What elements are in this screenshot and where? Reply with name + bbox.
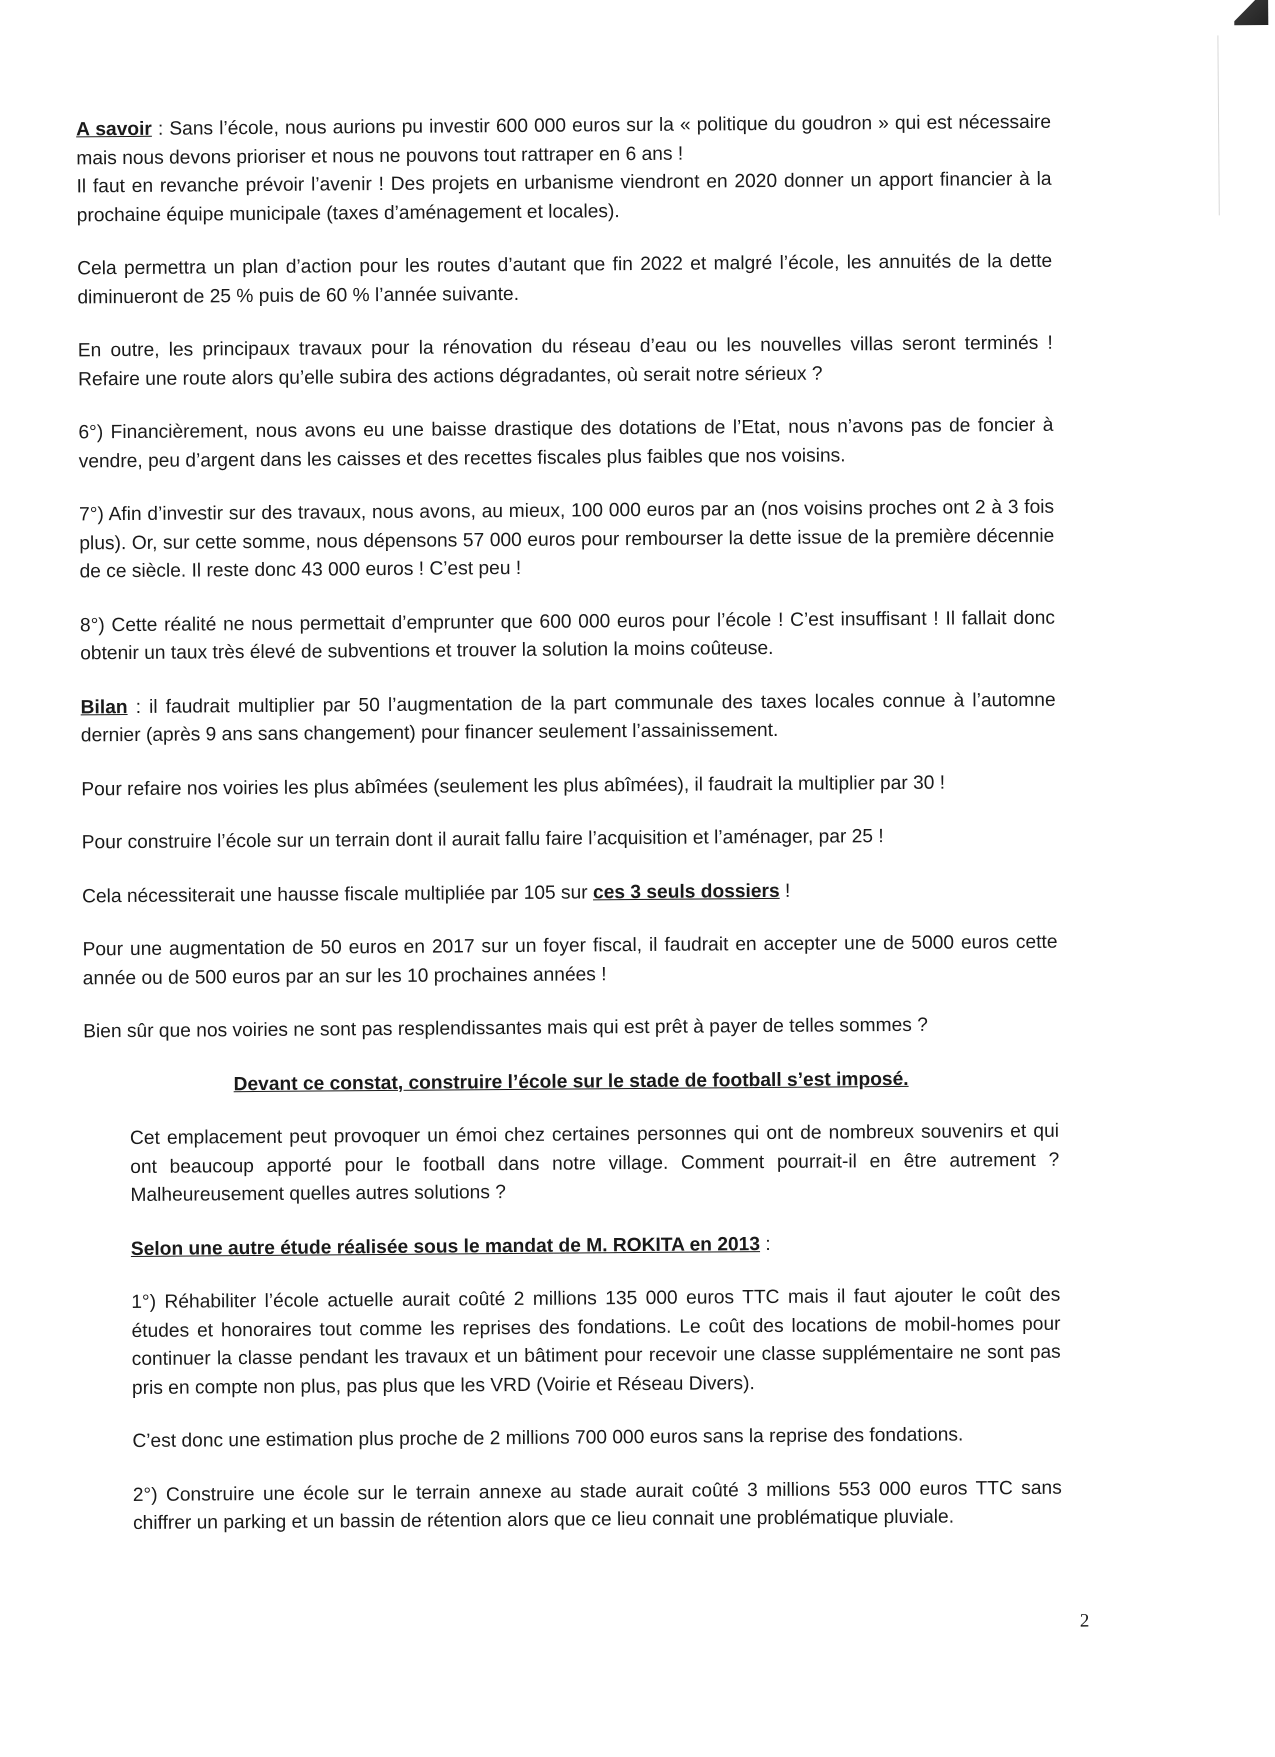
- paragraph-text: Cela nécessiterait une hausse fiscale multipliée par 105 sur: [82, 881, 594, 907]
- document-body: [76, 109, 1062, 1564]
- paragraph-text: : Sans l’école, nous aurions pu investir 600 000 euros sur la « politique du goudron » qui est nécessaire mais nous devons prioriser et nous ne pouvons tout rattraper en 6 ans !: [76, 111, 1052, 169]
- paragraph-text: Pour construire l’école sur un terrain dont il aurait fallu faire l’acquisition et l’aménager, par 25 !: [81, 826, 884, 854]
- heading-text: Devant ce constat, construire l’école sur le stade de football s’est imposé.: [233, 1068, 909, 1095]
- paragraph-text: Pour refaire nos voiries les plus abîmées (seulement les plus abîmées), il faudrait la multiplier par 30 !: [81, 772, 946, 800]
- label-etude: Selon une autre étude réalisée sous le mandat de M. ROKITA en 2013: [130, 1233, 761, 1260]
- paragraph-rehabiliter: [131, 1282, 1061, 1403]
- paragraph-text: Pour une augmentation de 50 euros en 2017 sur un foyer fiscal, il faudrait en accepter une de 5000 euros cette année ou de 500 euros par an sur les 10 prochaines années !: [82, 931, 1058, 989]
- paragraph-text: Bien sûr que nos voiries ne sont pas resplendissantes mais qui est prêt à payer de telles sommes ?: [83, 1014, 928, 1043]
- paragraph-text: 8°) Cette réalité ne nous permettait d’emprunter que 600 000 euros pour l’école ! C’est insuffisant ! Il fallait donc obtenir un taux très élevé de subventions et trouver la solution la moins coûteuse.: [79, 607, 1056, 665]
- paragraph-plan-action: [77, 248, 1052, 313]
- paragraph-augmentation: [82, 929, 1057, 994]
- paragraph-hausse-fiscale: [82, 875, 1057, 911]
- label-a-savoir: A savoir: [76, 118, 152, 141]
- label-bilan: Bilan: [80, 696, 128, 718]
- paragraph-en-outre: [78, 330, 1053, 395]
- paragraph-voiries: [81, 768, 1056, 804]
- centered-heading: [83, 1064, 1058, 1100]
- paragraph-text: En outre, les principaux travaux pour la rénovation du réseau d’eau ou les nouvelles villas seront terminés ! Refaire une route alors qu’elle subira des actions dégradantes, où serait notre sérieux ?: [77, 332, 1053, 390]
- paragraph-text: Cet emplacement peut provoquer un émoi chez certaines personnes qui ont de nombreux souvenirs et qui ont beaucoup apporté pour le football dans notre village. Comment pourrait-il en être autrement ? Malheureusement quelles autres solutions ?: [129, 1120, 1060, 1207]
- paragraph-text: 6°) Financièrement, nous avons eu une baisse drastique des dotations de l’Etat, nous n’avons pas de foncier à vendre, peu d’argent dans les caisses et des recettes fiscales plus faibles que nos voisins.: [78, 414, 1054, 472]
- paragraph-a-savoir: [76, 109, 1051, 174]
- emphasis-text: ces 3 seuls dossiers: [592, 880, 780, 903]
- page-edge-line: [1217, 35, 1219, 215]
- paragraph-point-6: [78, 412, 1053, 477]
- paragraph-bien-sur: [83, 1011, 1058, 1047]
- page-number: 2: [1079, 1610, 1090, 1632]
- indented-section: [84, 1118, 1062, 1539]
- paragraph-text: !: [779, 880, 791, 902]
- paragraph-text: 1°) Réhabiliter l’école actuelle aurait coûté 2 millions 135 000 euros TTC mais il faut ajouter le coût des études et honoraires tout comme les reprises des fondations. Le coût des locations de mobil-homes pour continuer la classe pendant les travaux et un bâtiment pour recevoir une classe supplémentaire ne sont pas pris en compte non plus, pas plus que les VRD (Voirie et Réseau Divers).: [131, 1284, 1061, 1399]
- paragraph-text: 7°) Afin d’investir sur des travaux, nous avons, au mieux, 100 000 euros par an (nos voisins proches ont 2 à 3 fois plus). Or, sur cette somme, nous dépensons 57 000 euros pour rembourser la dette issue de la première décennie de ce siècle. Il reste donc 43 000 euros ! C’est peu !: [79, 496, 1055, 583]
- paragraph-text: :: [759, 1233, 771, 1255]
- paragraph-text: Il faut en revanche prévoir l’avenir ! Des projets en urbanisme viendront en 2020 donner un apport financier à la prochaine équipe municipale (taxes d’aménagement et locales).: [76, 168, 1052, 226]
- paragraph-text: Cela permettra un plan d’action pour les routes d’autant que fin 2022 et malgré l’école, les annuités de la dette diminueront de 25 % puis de 60 % l’année suivante.: [77, 250, 1053, 308]
- paragraph-emplacement: [130, 1118, 1060, 1211]
- paragraph-text: C’est donc une estimation plus proche de 2 millions 700 000 euros sans la reprise des fondations.: [132, 1424, 964, 1453]
- page-corner-shadow: [1234, 0, 1268, 25]
- paragraph-bilan: [81, 686, 1056, 751]
- paragraph-estimation: [132, 1421, 1061, 1457]
- paragraph-text: 2°) Construire une école sur le terrain annexe au stade aurait coûté 3 millions 553 000 euros TTC sans chiffrer un parking et un bassin de rétention alors que ce lieu connait une problématique pluviale.: [132, 1477, 1062, 1535]
- paragraph-construire-annexe: [133, 1474, 1062, 1538]
- paragraph-point-7: [79, 494, 1055, 587]
- paragraph-avenir: [76, 166, 1051, 231]
- paragraph-text: : il faudrait multiplier par 50 l’augmentation de la part communale des taxes locales connue à l’automne dernier (après 9 ans sans changement) pour financer seulement l’assainissement.: [80, 689, 1056, 747]
- paragraph-point-8: [80, 604, 1055, 669]
- paragraph-etude-heading: [131, 1228, 1060, 1264]
- paragraph-terrain: [82, 822, 1057, 858]
